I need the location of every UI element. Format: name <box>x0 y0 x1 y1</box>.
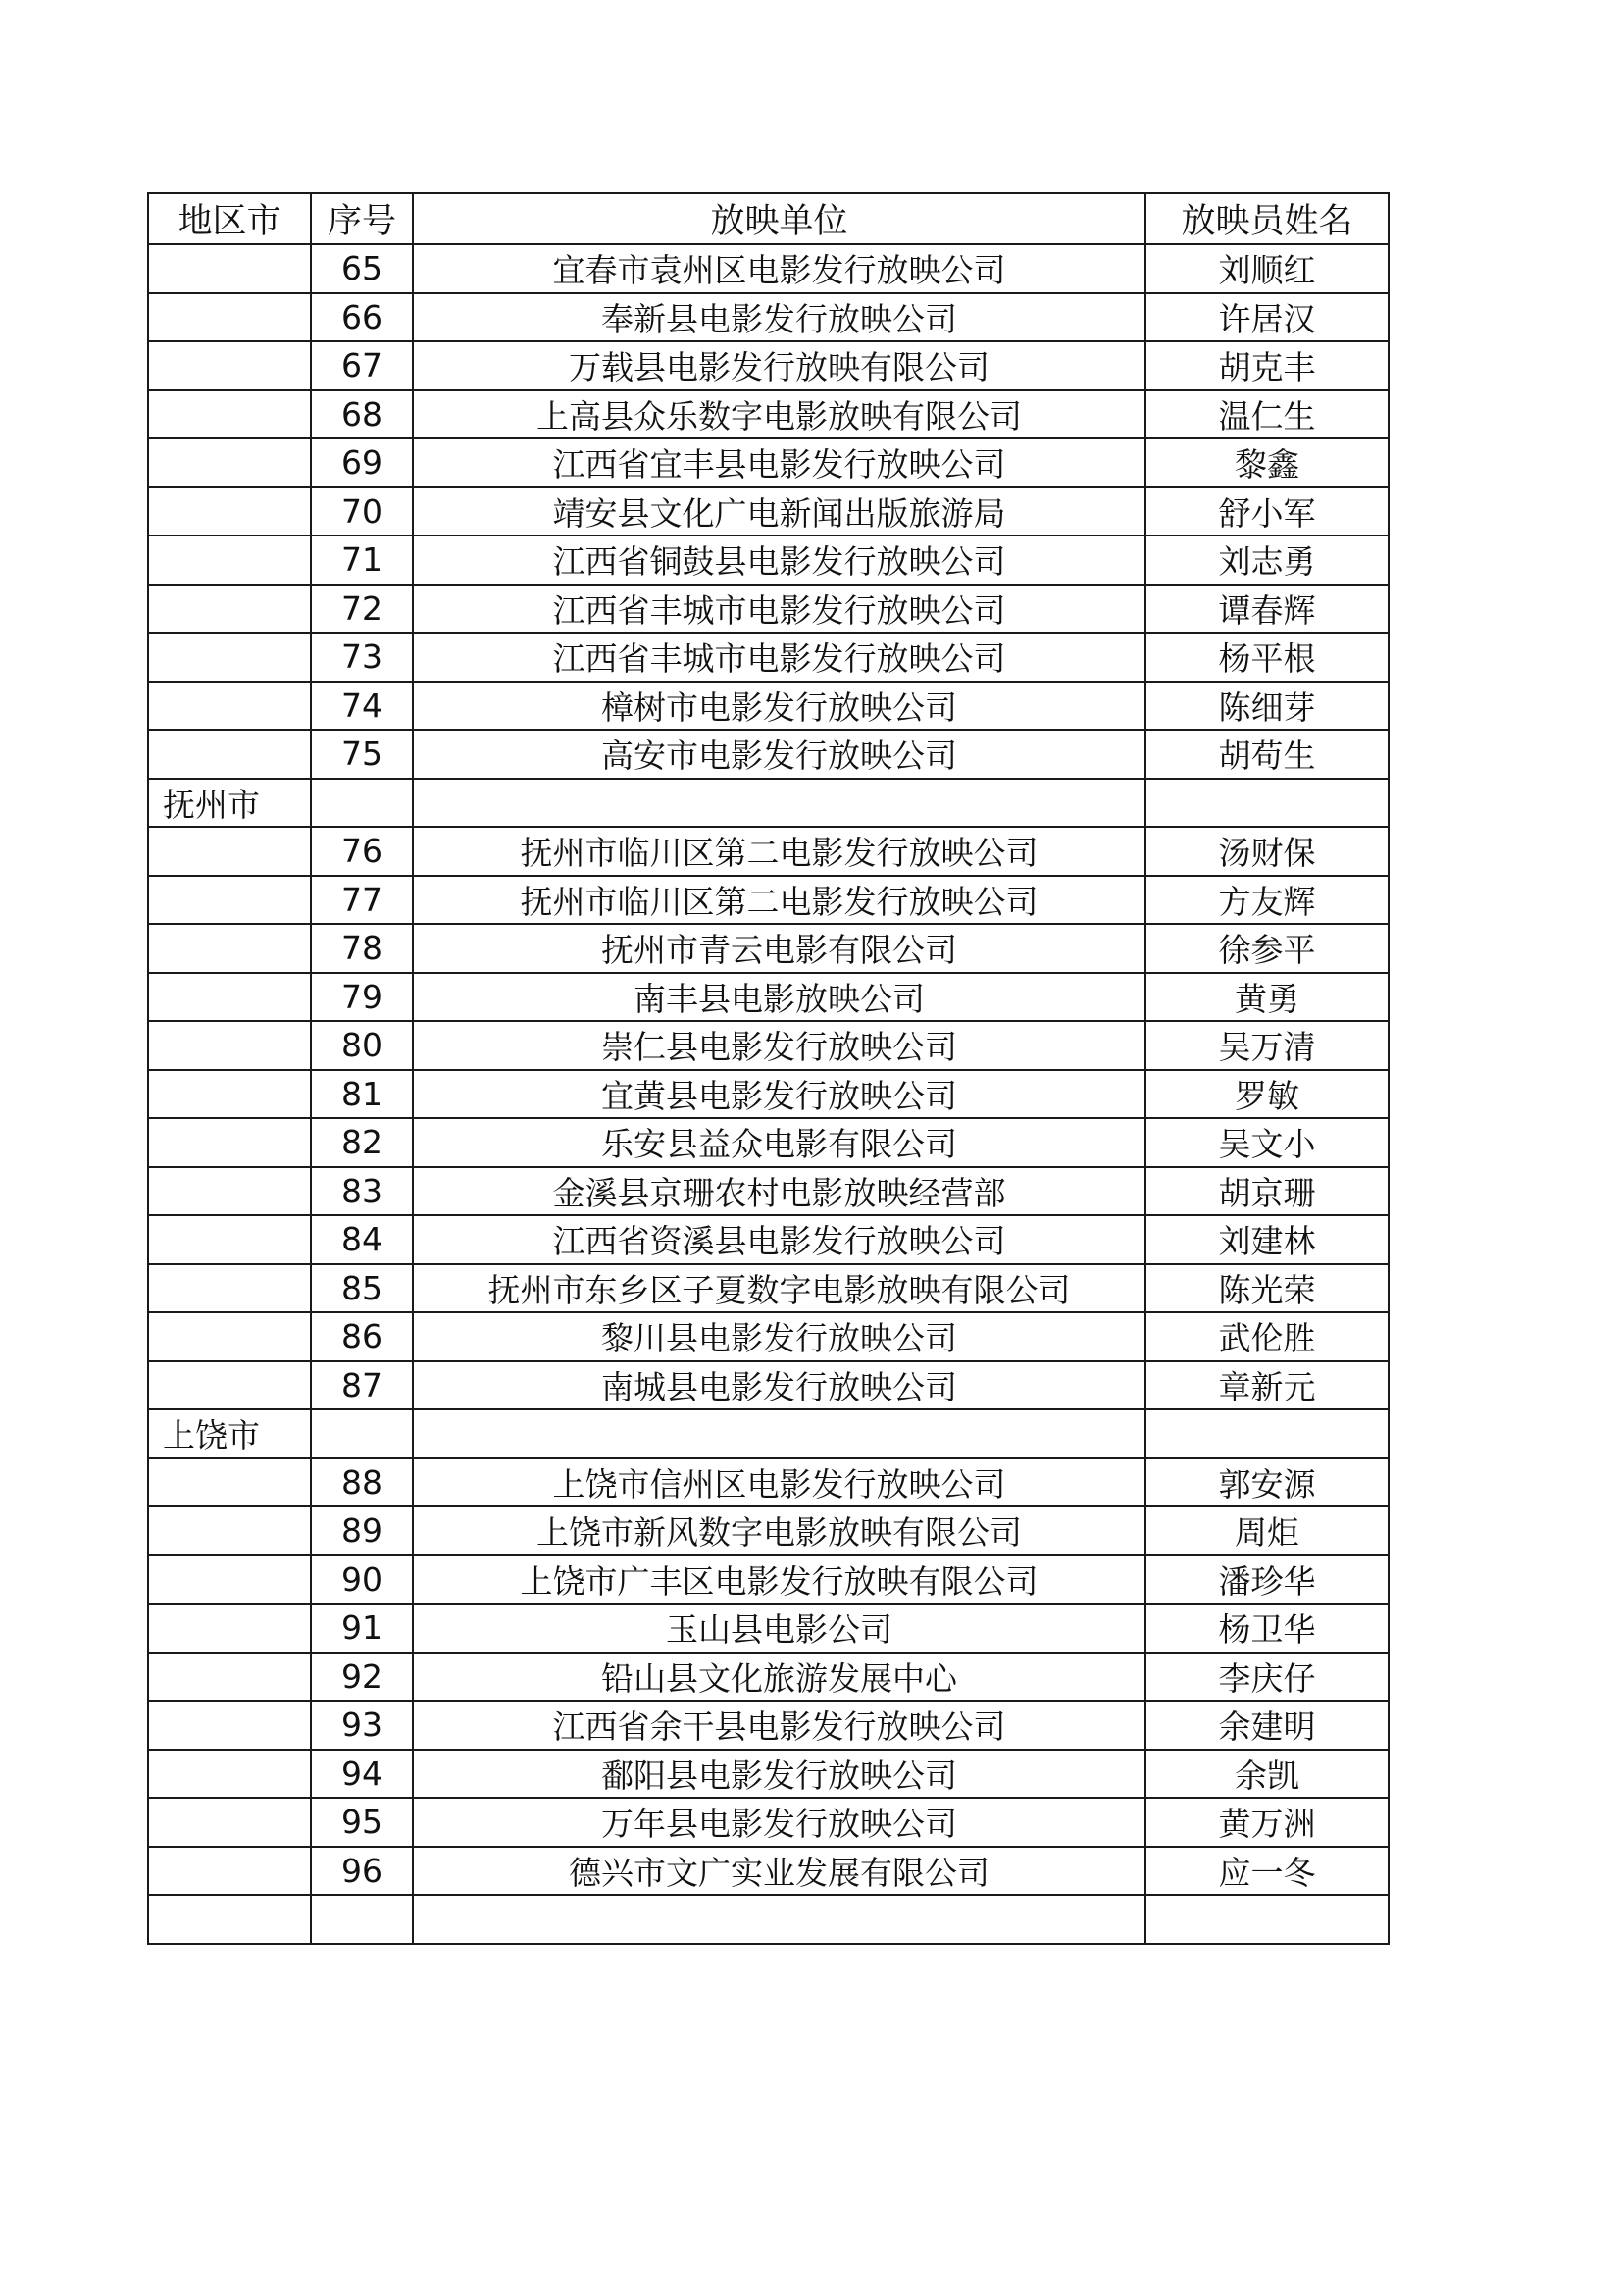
region-cell <box>148 585 311 634</box>
projectionist-cell: 罗敏 <box>1145 1070 1389 1119</box>
unit-cell: 奉新县电影发行放映公司 <box>413 293 1145 342</box>
table-row <box>148 1895 1389 1944</box>
region-cell <box>148 827 311 876</box>
region-cell <box>148 1895 311 1944</box>
unit-cell <box>413 1409 1145 1458</box>
table-row <box>148 682 1389 731</box>
table-row <box>148 730 1389 779</box>
table-row <box>148 1070 1389 1119</box>
header-unit: 放映单位 <box>413 193 1145 244</box>
region-cell <box>148 293 311 342</box>
seq-cell: 90 <box>311 1555 413 1605</box>
seq-cell: 84 <box>311 1215 413 1264</box>
unit-cell: 江西省资溪县电影发行放映公司 <box>413 1215 1145 1264</box>
unit-cell: 上饶市广丰区电影发行放映有限公司 <box>413 1555 1145 1605</box>
projectionist-cell: 陈细芽 <box>1145 682 1389 731</box>
region-cell <box>148 535 311 585</box>
unit-cell <box>413 1895 1145 1944</box>
region-cell <box>148 1118 311 1167</box>
region-cell <box>148 682 311 731</box>
seq-cell: 96 <box>311 1847 413 1896</box>
unit-cell: 江西省铜鼓县电影发行放映公司 <box>413 535 1145 585</box>
table-row <box>148 1506 1389 1555</box>
projectionist-cell: 刘建林 <box>1145 1215 1389 1264</box>
seq-cell: 89 <box>311 1506 413 1555</box>
seq-cell: 82 <box>311 1118 413 1167</box>
unit-cell <box>413 779 1145 828</box>
table-row <box>148 779 1389 828</box>
seq-cell: 68 <box>311 390 413 439</box>
region-cell <box>148 390 311 439</box>
unit-cell: 上高县众乐数字电影放映有限公司 <box>413 390 1145 439</box>
table-row <box>148 924 1389 973</box>
seq-cell: 72 <box>311 585 413 634</box>
region-cell <box>148 730 311 779</box>
projectionist-cell: 黄万洲 <box>1145 1798 1389 1847</box>
table-row <box>148 1798 1389 1847</box>
table-row <box>148 1118 1389 1167</box>
region-cell <box>148 876 311 925</box>
seq-cell: 81 <box>311 1070 413 1119</box>
projectionist-cell: 谭春辉 <box>1145 585 1389 634</box>
table-row <box>148 585 1389 634</box>
region-cell <box>148 1458 311 1507</box>
seq-cell: 83 <box>311 1167 413 1216</box>
projectionist-cell: 温仁生 <box>1145 390 1389 439</box>
region-cell <box>148 1798 311 1847</box>
projectionist-cell: 余建明 <box>1145 1701 1389 1750</box>
table-row <box>148 1653 1389 1702</box>
region-cell: 抚州市 <box>148 779 311 828</box>
table-row <box>148 973 1389 1022</box>
projectionist-cell: 刘志勇 <box>1145 535 1389 585</box>
region-cell <box>148 633 311 682</box>
header-projectionist: 放映员姓名 <box>1145 193 1389 244</box>
region-cell <box>148 244 311 293</box>
region-cell <box>148 1701 311 1750</box>
table-row <box>148 244 1389 293</box>
unit-cell: 樟树市电影发行放映公司 <box>413 682 1145 731</box>
table-row <box>148 1750 1389 1799</box>
table-row <box>148 1021 1389 1070</box>
region-cell <box>148 973 311 1022</box>
seq-cell: 88 <box>311 1458 413 1507</box>
unit-cell: 南丰县电影放映公司 <box>413 973 1145 1022</box>
region-cell <box>148 1264 311 1313</box>
table-row <box>148 1701 1389 1750</box>
region-cell <box>148 1167 311 1216</box>
region-cell <box>148 1215 311 1264</box>
table-row <box>148 535 1389 585</box>
projectionist-cell: 陈光荣 <box>1145 1264 1389 1313</box>
table-row <box>148 633 1389 682</box>
unit-cell: 抚州市临川区第二电影发行放映公司 <box>413 827 1145 876</box>
seq-cell: 93 <box>311 1701 413 1750</box>
projectionist-cell <box>1145 1895 1389 1944</box>
seq-cell <box>311 779 413 828</box>
projectionist-cell: 舒小军 <box>1145 487 1389 536</box>
table-row <box>148 1361 1389 1410</box>
seq-cell <box>311 1895 413 1944</box>
seq-cell: 80 <box>311 1021 413 1070</box>
projectionist-cell: 黎鑫 <box>1145 438 1389 487</box>
region-cell <box>148 1604 311 1653</box>
unit-cell: 上饶市新风数字电影放映有限公司 <box>413 1506 1145 1555</box>
seq-cell: 67 <box>311 341 413 390</box>
region-cell <box>148 438 311 487</box>
table-row <box>148 1312 1389 1361</box>
table-row <box>148 390 1389 439</box>
unit-cell: 铅山县文化旅游发展中心 <box>413 1653 1145 1702</box>
seq-cell: 73 <box>311 633 413 682</box>
region-cell <box>148 1847 311 1896</box>
unit-cell: 万年县电影发行放映公司 <box>413 1798 1145 1847</box>
projectionist-cell: 许居汉 <box>1145 293 1389 342</box>
projectionist-cell: 潘珍华 <box>1145 1555 1389 1605</box>
projectionist-cell: 郭安源 <box>1145 1458 1389 1507</box>
region-cell <box>148 1361 311 1410</box>
table-row <box>148 1167 1389 1216</box>
unit-cell: 抚州市临川区第二电影发行放映公司 <box>413 876 1145 925</box>
unit-cell: 高安市电影发行放映公司 <box>413 730 1145 779</box>
unit-cell: 万载县电影发行放映有限公司 <box>413 341 1145 390</box>
projectionist-cell <box>1145 779 1389 828</box>
table-row <box>148 438 1389 487</box>
header-seq: 序号 <box>311 193 413 244</box>
unit-cell: 宜春市袁州区电影发行放映公司 <box>413 244 1145 293</box>
seq-cell: 86 <box>311 1312 413 1361</box>
seq-cell: 87 <box>311 1361 413 1410</box>
region-cell: 上饶市 <box>148 1409 311 1458</box>
table-row <box>148 1555 1389 1605</box>
header-row <box>148 193 1389 244</box>
seq-cell: 76 <box>311 827 413 876</box>
seq-cell: 66 <box>311 293 413 342</box>
unit-cell: 江西省丰城市电影发行放映公司 <box>413 585 1145 634</box>
region-cell <box>148 341 311 390</box>
table-row <box>148 341 1389 390</box>
region-cell <box>148 924 311 973</box>
table-row <box>148 1409 1389 1458</box>
seq-cell: 79 <box>311 973 413 1022</box>
seq-cell: 94 <box>311 1750 413 1799</box>
projectionist-cell: 汤财保 <box>1145 827 1389 876</box>
table-row <box>148 876 1389 925</box>
seq-cell: 95 <box>311 1798 413 1847</box>
seq-cell <box>311 1409 413 1458</box>
seq-cell: 77 <box>311 876 413 925</box>
unit-cell: 玉山县电影公司 <box>413 1604 1145 1653</box>
seq-cell: 78 <box>311 924 413 973</box>
unit-cell: 鄱阳县电影发行放映公司 <box>413 1750 1145 1799</box>
unit-cell: 江西省丰城市电影发行放映公司 <box>413 633 1145 682</box>
projectionist-cell: 方友辉 <box>1145 876 1389 925</box>
region-cell <box>148 1506 311 1555</box>
seq-cell: 92 <box>311 1653 413 1702</box>
seq-cell: 75 <box>311 730 413 779</box>
projectionist-cell: 余凯 <box>1145 1750 1389 1799</box>
projectionist-cell: 吴万清 <box>1145 1021 1389 1070</box>
projectionist-cell: 章新元 <box>1145 1361 1389 1410</box>
region-cell <box>148 1653 311 1702</box>
unit-cell: 江西省宜丰县电影发行放映公司 <box>413 438 1145 487</box>
seq-cell: 91 <box>311 1604 413 1653</box>
unit-cell: 乐安县益众电影有限公司 <box>413 1118 1145 1167</box>
unit-cell: 抚州市东乡区子夏数字电影放映有限公司 <box>413 1264 1145 1313</box>
projectionist-cell: 杨平根 <box>1145 633 1389 682</box>
projectionist-cell: 应一冬 <box>1145 1847 1389 1896</box>
projectionist-cell: 吴文小 <box>1145 1118 1389 1167</box>
projectionist-cell: 胡克丰 <box>1145 341 1389 390</box>
projectionist-cell: 李庆仔 <box>1145 1653 1389 1702</box>
projectionist-cell: 胡京珊 <box>1145 1167 1389 1216</box>
table-row <box>148 1215 1389 1264</box>
projectionist-cell: 胡苟生 <box>1145 730 1389 779</box>
unit-cell: 德兴市文广实业发展有限公司 <box>413 1847 1145 1896</box>
unit-cell: 黎川县电影发行放映公司 <box>413 1312 1145 1361</box>
projectionist-table <box>147 192 1390 1945</box>
header-region: 地区市 <box>148 193 311 244</box>
seq-cell: 69 <box>311 438 413 487</box>
unit-cell: 崇仁县电影发行放映公司 <box>413 1021 1145 1070</box>
seq-cell: 70 <box>311 487 413 536</box>
unit-cell: 金溪县京珊农村电影放映经营部 <box>413 1167 1145 1216</box>
projectionist-cell: 杨卫华 <box>1145 1604 1389 1653</box>
region-cell <box>148 1021 311 1070</box>
unit-cell: 南城县电影发行放映公司 <box>413 1361 1145 1410</box>
seq-cell: 74 <box>311 682 413 731</box>
table-row <box>148 293 1389 342</box>
table-row <box>148 827 1389 876</box>
table-row <box>148 1458 1389 1507</box>
seq-cell: 65 <box>311 244 413 293</box>
region-cell <box>148 1312 311 1361</box>
unit-cell: 靖安县文化广电新闻出版旅游局 <box>413 487 1145 536</box>
projectionist-cell: 黄勇 <box>1145 973 1389 1022</box>
region-cell <box>148 1555 311 1605</box>
region-cell <box>148 487 311 536</box>
projectionist-cell: 徐参平 <box>1145 924 1389 973</box>
unit-cell: 江西省余干县电影发行放映公司 <box>413 1701 1145 1750</box>
projectionist-cell: 刘顺红 <box>1145 244 1389 293</box>
unit-cell: 上饶市信州区电影发行放映公司 <box>413 1458 1145 1507</box>
table-body <box>148 244 1389 1944</box>
table-row <box>148 487 1389 536</box>
projectionist-cell: 武伦胜 <box>1145 1312 1389 1361</box>
seq-cell: 85 <box>311 1264 413 1313</box>
projectionist-cell <box>1145 1409 1389 1458</box>
projectionist-cell: 周炬 <box>1145 1506 1389 1555</box>
unit-cell: 抚州市青云电影有限公司 <box>413 924 1145 973</box>
table-row <box>148 1604 1389 1653</box>
region-cell <box>148 1070 311 1119</box>
table-row <box>148 1847 1389 1896</box>
seq-cell: 71 <box>311 535 413 585</box>
region-cell <box>148 1750 311 1799</box>
unit-cell: 宜黄县电影发行放映公司 <box>413 1070 1145 1119</box>
table-row <box>148 1264 1389 1313</box>
